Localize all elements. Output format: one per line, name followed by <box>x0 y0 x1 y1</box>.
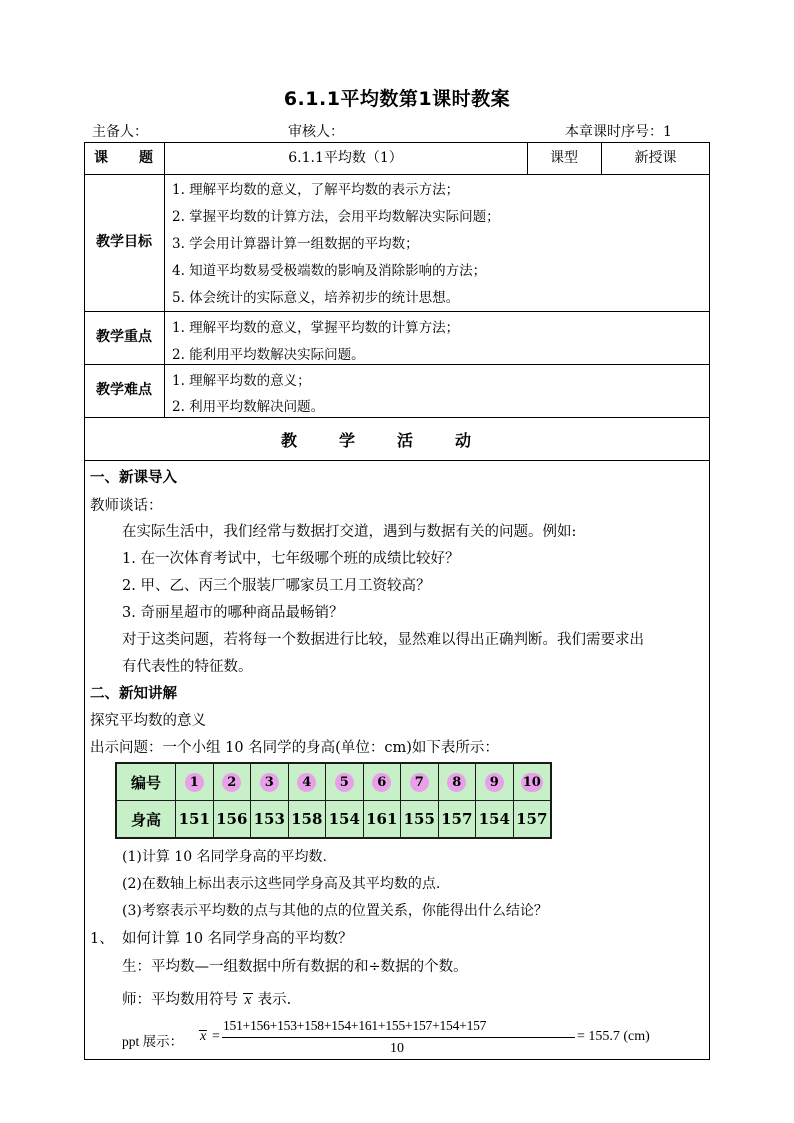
formula-numerator: 151+156+153+158+154+161+155+157+154+157 <box>223 1018 487 1033</box>
student-id: 2 <box>222 773 241 792</box>
task-item: (1)计算 10 名同学身高的平均数. <box>122 849 327 865</box>
example-question: 2. 甲、乙、丙三个服装厂哪家员工月工资较高？ <box>122 578 431 594</box>
teacher-note-suffix: 表示. <box>257 992 292 1008</box>
table-header-cell: 身高 <box>116 801 176 839</box>
table-cell: 158 <box>288 801 326 839</box>
teacher-note <box>122 988 291 1009</box>
table-cell: 154 <box>326 801 364 839</box>
teacher-note-prefix: 师：平均数用符号 <box>122 992 238 1008</box>
document-title: 6.1.1平均数第1课时教案 <box>283 88 511 110</box>
student-id: 6 <box>372 773 391 792</box>
objective-item: 4. 知道平均数易受极端数的影响及消除影响的方法； <box>172 263 487 279</box>
preparer-label: 主备人： <box>92 124 148 140</box>
table-row <box>116 763 551 801</box>
student-id: 10 <box>522 775 541 790</box>
reviewer-label: 审核人： <box>288 124 344 140</box>
example-question: 3. 奇丽星超市的哪种商品最畅销？ <box>122 605 344 621</box>
row-divider <box>84 311 710 312</box>
table-cell <box>438 763 476 801</box>
intro-paragraph: 在实际生活中，我们经常与数据打交道，遇到与数据有关的问题。例如: <box>122 524 577 540</box>
example-question: 1. 在一次体育考试中，七年级哪个班的成绩比较好？ <box>122 551 460 567</box>
table-cell: 161 <box>363 801 401 839</box>
table-cell <box>288 763 326 801</box>
key-point-item: 2. 能利用平均数解决实际问题。 <box>172 347 365 363</box>
task-item: (2)在数轴上标出表示这些同学身高及其平均数的点. <box>122 876 441 892</box>
student-id: 7 <box>410 773 429 792</box>
mean-symbol: x <box>244 992 252 1008</box>
table-cell <box>513 763 551 801</box>
height-table <box>115 762 552 839</box>
question-text: 如何计算 10 名同学身高的平均数？ <box>122 931 353 947</box>
ppt-label: ppt 展示： <box>122 1034 184 1049</box>
row-divider <box>84 460 710 461</box>
table-cell <box>251 763 289 801</box>
teacher-talk-label: 教师谈话： <box>90 498 163 514</box>
table-cell: 157 <box>513 801 551 839</box>
table-cell <box>401 763 439 801</box>
task-item: (3)考察表示平均数的点与其他的点的位置关系，你能得出什么结论？ <box>122 903 548 919</box>
table-cell: 155 <box>401 801 439 839</box>
table-cell <box>176 763 214 801</box>
row-divider <box>84 174 710 175</box>
table-cell: 151 <box>176 801 214 839</box>
fraction-bar <box>222 1037 575 1038</box>
topic-label: 课 题 <box>94 150 154 166</box>
table-cell <box>363 763 401 801</box>
row-divider <box>84 417 710 418</box>
student-id: 4 <box>297 773 316 792</box>
explore-label: 探究平均数的意义 <box>90 713 206 729</box>
question-number: 1、 <box>90 931 114 947</box>
problem-statement: 出示问题：一个小组 10 名同学的身高(单位：cm)如下表所示： <box>90 740 499 756</box>
section-heading: 二、新知讲解 <box>90 686 177 702</box>
objective-item: 2. 掌握平均数的计算方法，会用平均数解决实际问题； <box>172 209 500 225</box>
row-divider <box>84 364 710 365</box>
student-id: 8 <box>447 773 466 792</box>
difficulties-label: 教学难点 <box>96 382 152 398</box>
type-value: 新授课 <box>634 150 677 166</box>
student-id: 9 <box>485 773 504 792</box>
conclusion-line: 对于这类问题，若将每一个数据进行比较，显然难以得出正确判断。我们需要求出 <box>122 632 644 648</box>
formula-denominator: 10 <box>390 1041 404 1056</box>
difficulty-item: 1. 理解平均数的意义； <box>172 373 311 389</box>
key-point-item: 1. 理解平均数的意义，掌握平均数的计算方法； <box>172 320 460 336</box>
sequence-label: 本章课时序号：1 <box>565 124 672 140</box>
table-cell: 154 <box>476 801 514 839</box>
objectives-label: 教学目标 <box>96 234 152 250</box>
conclusion-line: 有代表性的特征数。 <box>122 659 253 675</box>
table-cell <box>213 763 251 801</box>
objective-item: 5. 体会统计的实际意义，培养初步的统计思想。 <box>172 290 460 306</box>
topic-value: 6.1.1平均数（1） <box>288 150 403 166</box>
key-points-label: 教学重点 <box>96 329 152 345</box>
difficulty-item: 2. 利用平均数解决问题。 <box>172 399 325 415</box>
formula-variable: x <box>200 1029 207 1044</box>
student-answer: 生：平均数—一组数据中所有数据的和÷数据的个数。 <box>122 959 468 975</box>
table-cell: 153 <box>251 801 289 839</box>
formula-result: = 155.7 (cm) <box>577 1029 650 1044</box>
section-heading: 一、新课导入 <box>90 470 177 486</box>
column-divider <box>164 142 165 417</box>
student-id: 5 <box>335 773 354 792</box>
formula-equals: = <box>212 1029 220 1044</box>
table-cell <box>476 763 514 801</box>
table-cell <box>326 763 364 801</box>
type-label: 课型 <box>550 150 578 166</box>
table-cell: 156 <box>213 801 251 839</box>
student-id: 1 <box>185 773 204 792</box>
table-row <box>116 801 551 839</box>
activities-heading: 教学活动 <box>280 431 513 450</box>
objective-item: 1. 理解平均数的意义，了解平均数的表示方法； <box>172 182 460 198</box>
table-cell: 157 <box>438 801 476 839</box>
objective-item: 3. 学会用计算器计算一组数据的平均数； <box>172 236 419 252</box>
table-header-cell: 编号 <box>116 763 176 801</box>
student-id: 3 <box>260 773 279 792</box>
